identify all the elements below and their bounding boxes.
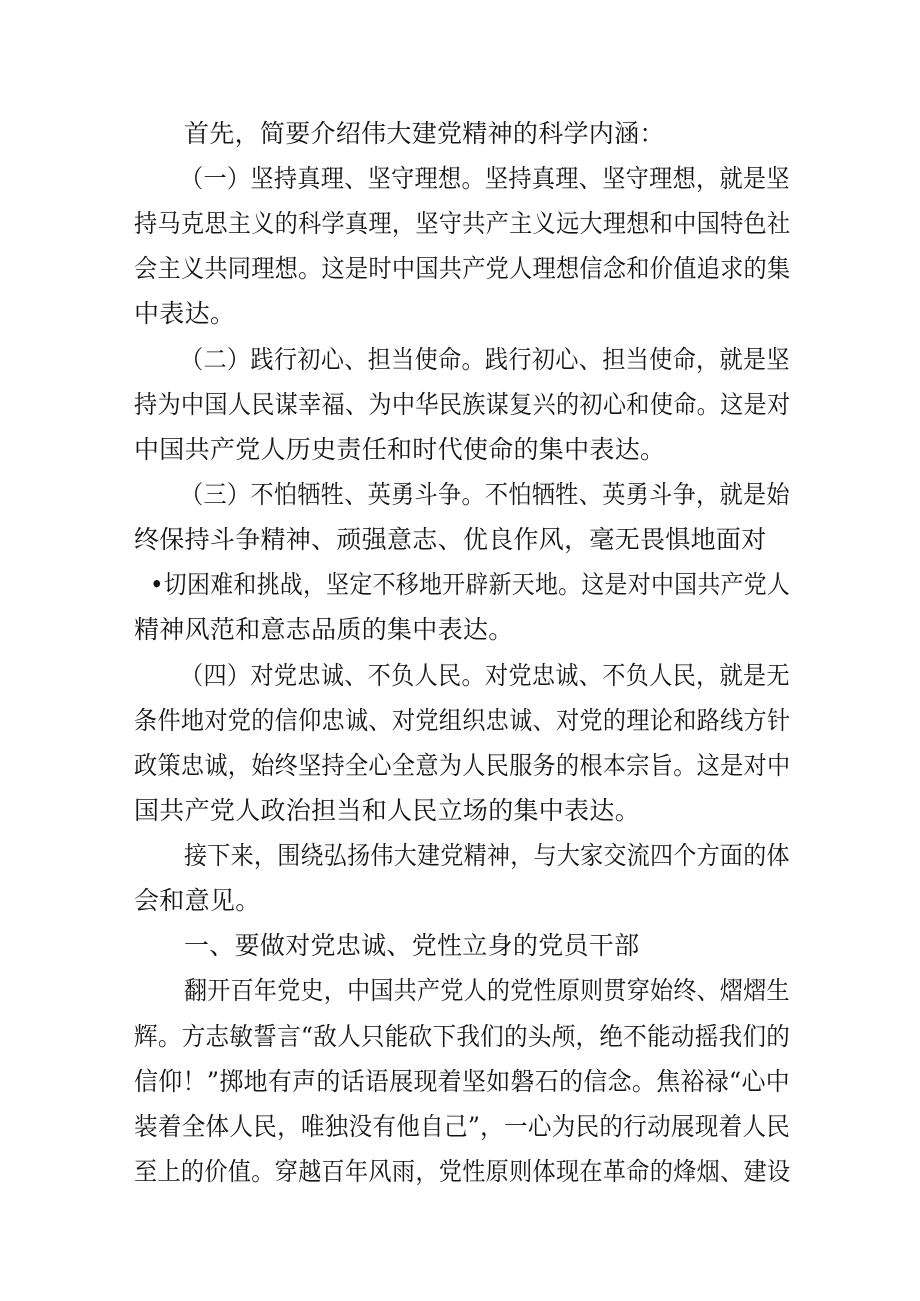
body-text-line: 至上的价值。穿越百年风雨，党性原则体现在革命的烽烟、建设	[134, 1157, 791, 1186]
body-text-line: 装着全体人民，唯独没有他自己”，一心为民的行动展现着人民	[134, 1112, 791, 1141]
section-1-text-line: 持马克思主义的科学真理，坚守共产主义远大理想和中国特色社	[134, 209, 791, 238]
section-2-text-line: 持为中国人民谋幸福、为中华民族谋复兴的初心和使命。这是对	[134, 390, 791, 419]
section-1-text-line: 中表达。	[134, 299, 236, 328]
body-text-line: 辉。方志敏誓言“敌人只能砍下我们的头颅，绝不能动摇我们的	[134, 1022, 791, 1051]
transition-line: 会和意见。	[134, 886, 261, 915]
section-2-heading-line: （二）践行初心、担当使命。践行初心、担当使命，就是坚	[180, 345, 790, 374]
section-4-text-line: 国共产党人政治担当和人民立场的集中表达。	[134, 796, 641, 825]
part-1-heading: 一、要做对党忠诚、党性立身的党员干部	[184, 931, 640, 960]
section-4-heading-line: （四）对党忠诚、不负人民。对党忠诚、不负人民，就是无	[180, 661, 790, 690]
section-2-text-line: 中国共产党人历史责任和时代使命的集中表达。	[134, 435, 666, 464]
intro-line: 首先，简要介绍伟大建党精神的科学内涵：	[184, 119, 665, 148]
section-4-text-line: 条件地对党的信仰忠诚、对党组织忠诚、对党的理论和路线方针	[134, 706, 791, 735]
section-1-heading-line: （一）坚持真理、坚守理想。坚持真理、坚守理想，就是坚	[180, 164, 790, 193]
section-3-text-line: •切困难和挑战，坚定不移地开辟新天地。这是对中国共产党人	[150, 570, 791, 599]
section-3-text-line: 终保持斗争精神、顽强意志、优良作风，毫无畏惧地面对	[134, 525, 767, 554]
section-1-text-line: 会主义共同理想。这是时中国共产党人理想信念和价值追求的集	[134, 254, 791, 283]
transition-line: 接下来，围绕弘扬伟大建党精神，与大家交流四个方面的体	[184, 841, 790, 870]
body-text-line: 信仰！”掷地有声的话语展现着坚如磐石的信念。焦裕禄“心中	[134, 1067, 790, 1096]
section-3-text-line: 精神风范和意志品质的集中表达。	[134, 615, 514, 644]
section-3-heading-line: （三）不怕牺牲、英勇斗争。不怕牺牲、英勇斗争，就是始	[180, 480, 790, 509]
section-4-text-line: 政策忠诚，始终坚持全心全意为人民服务的根本宗旨。这是对中	[134, 751, 791, 780]
body-text-line: 翻开百年党史，中国共产党人的党性原则贯穿始终、熠熠生	[184, 976, 790, 1005]
